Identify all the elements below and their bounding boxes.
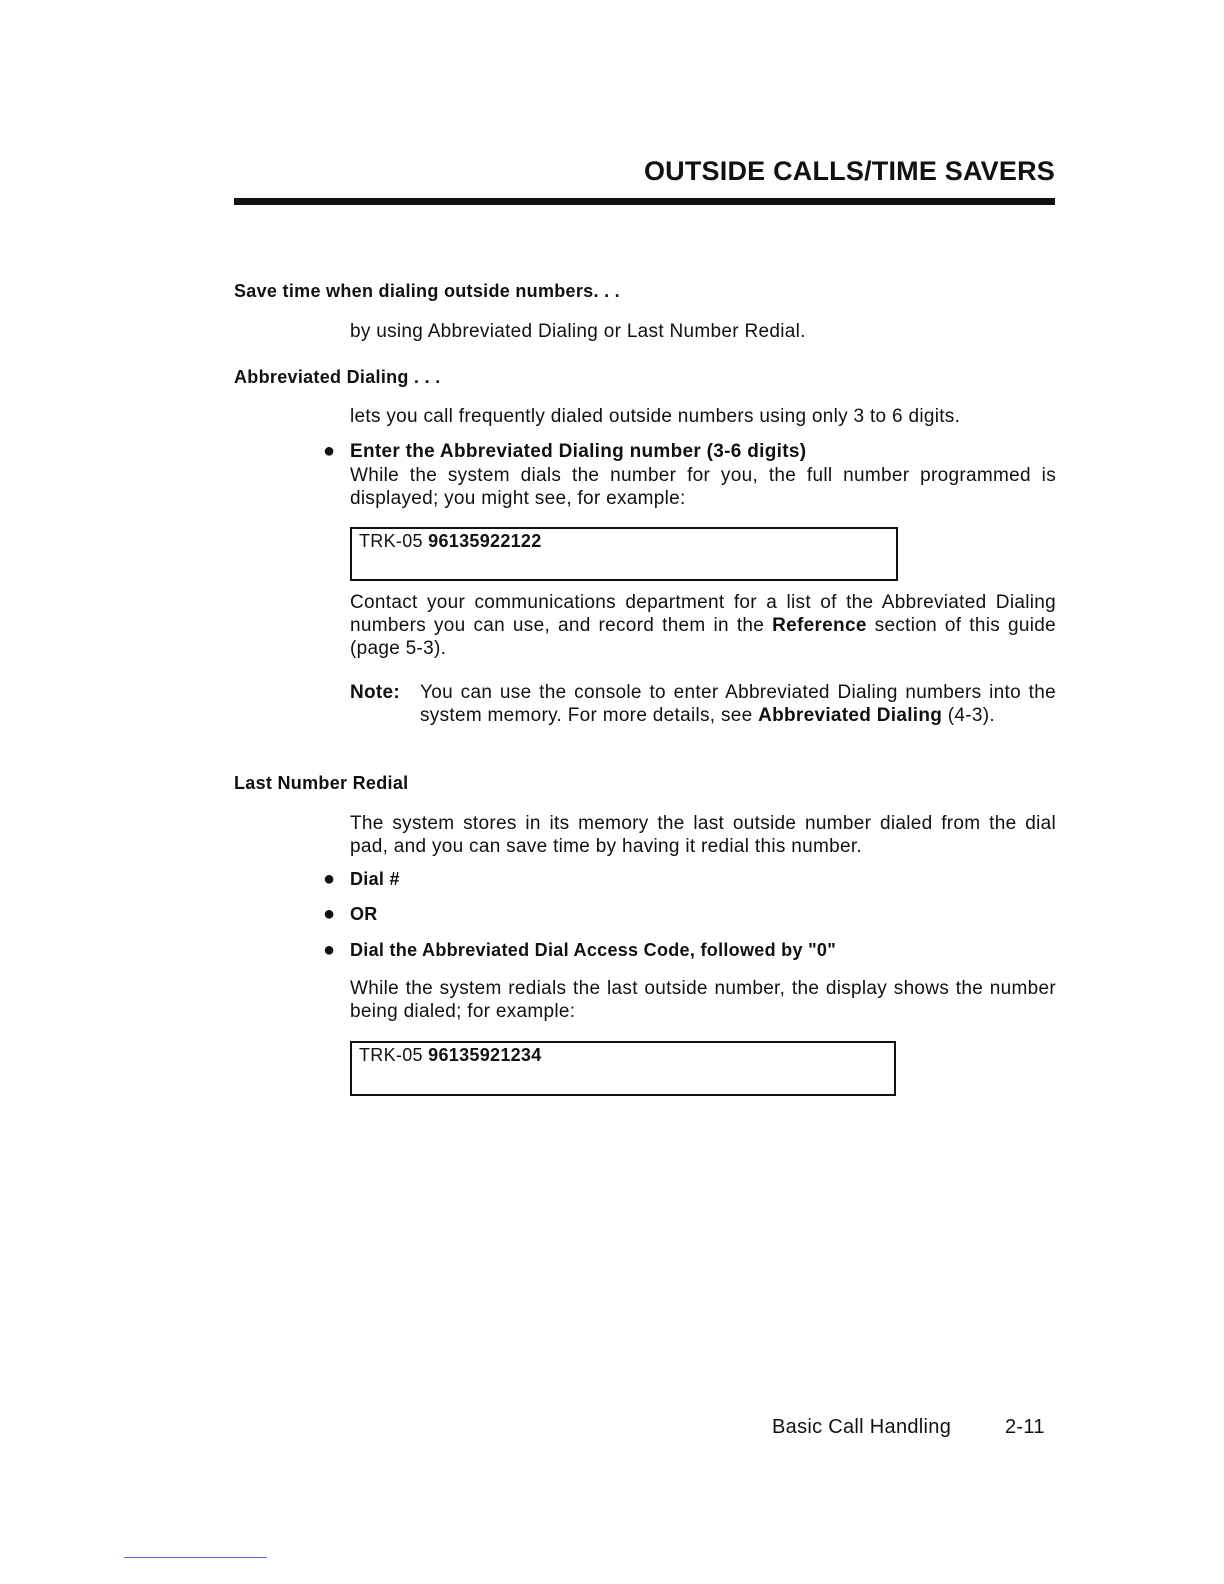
abbreviated-bullet-text: While the system dials the number for you, the full number programmed is displayed; you might see, for example:	[350, 465, 1056, 509]
reference-link-text: Reference	[772, 615, 867, 636]
intro-heading: Save time when dialing outside numbers. . .	[234, 281, 620, 301]
bullet-icon: ●	[323, 939, 336, 961]
page-title: OUTSIDE CALLS/TIME SAVERS	[643, 156, 1055, 186]
abbreviated-bullet	[323, 440, 806, 463]
abbreviated-bullet-label: Enter the Abbreviated Dialing number (3-6 digits)	[350, 441, 807, 462]
display-number: 96135922122	[428, 531, 542, 551]
redial-bullet-2: ● OR	[323, 903, 378, 925]
redial-bullet-3: ● Dial the Abbreviated Dial Access Code, followed by "0"	[323, 939, 837, 961]
title-rule	[234, 198, 1055, 205]
display-example-abbreviated	[350, 527, 898, 581]
display-trunk: TRK-05	[359, 531, 423, 551]
abbreviated-text: lets you call frequently dialed outside numbers using only 3 to 6 digits.	[350, 406, 961, 427]
bullet-icon: ●	[323, 868, 336, 890]
abbreviated-heading: Abbreviated Dialing . . .	[234, 367, 441, 387]
footer-section: Basic Call Handling	[772, 1416, 952, 1438]
display-example-redial	[350, 1041, 896, 1096]
contact-text: Contact your communications department for a list of the Abbreviated Dialing numbers you can use, and record them in the Reference section of this guide (page 5-3).	[350, 592, 1056, 659]
redial-after-text: While the system redials the last outside number, the display shows the number being dialed; for example:	[350, 978, 1056, 1022]
bullet-icon: ●	[323, 903, 336, 925]
redial-heading: Last Number Redial	[234, 773, 409, 793]
display-number: 96135921234	[428, 1045, 542, 1065]
bottom-edge-line	[124, 1557, 267, 1558]
bullet-icon: ●	[323, 440, 336, 462]
note	[350, 681, 1056, 727]
redial-text: The system stores in its memory the last outside number dialed from the dial pad, and you can save time by having it redial this number.	[350, 813, 1056, 857]
note-text: You can use the console to enter Abbreviated Dialing numbers into the system memory. For more details, see Abbreviated Dialing (4-3).	[420, 682, 1056, 726]
display-trunk: TRK-05	[359, 1045, 423, 1065]
intro-text: by using Abbreviated Dialing or Last Number Redial.	[350, 321, 806, 342]
redial-bullet-1: ● Dial #	[323, 868, 400, 890]
footer-page-number: 2-11	[1005, 1416, 1045, 1438]
note-label: Note:	[350, 682, 401, 703]
